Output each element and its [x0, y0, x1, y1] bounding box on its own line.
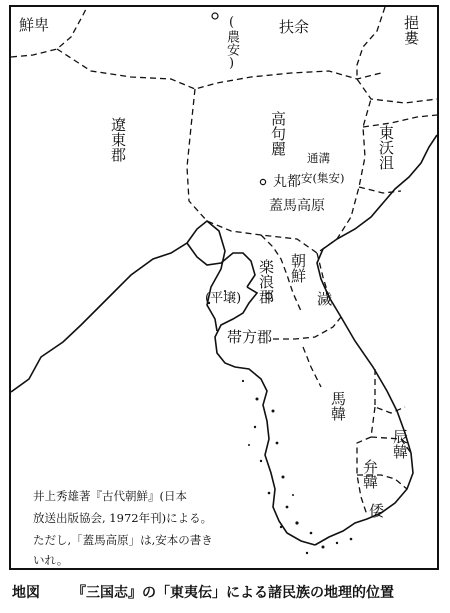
region-liaodong: 遼東郡 — [109, 117, 127, 162]
region-yilou: 挹婁 — [402, 15, 420, 45]
coastline-liaodong — [187, 243, 255, 287]
region-daifang: 帯方郡 — [227, 328, 273, 346]
region-nongan: (農安) — [224, 15, 239, 71]
region-ye: 濊 — [317, 290, 333, 308]
caption-label: 地図 — [12, 585, 40, 601]
region-xianbei: 鮮卑 — [19, 16, 50, 34]
wandu-marker — [260, 179, 265, 184]
region-pyongyang: (平壌) — [205, 291, 242, 306]
wandu-label: 丸都 — [273, 174, 301, 190]
map-caption — [12, 582, 442, 604]
region-chaoxian: 朝鮮 — [289, 253, 307, 283]
region-goguryeo: 高句麗 — [269, 111, 287, 156]
region-lelang: 楽浪郡 — [257, 259, 275, 304]
source-note-line-3: ただし,「蓋馬高原」は,安本の書き — [33, 533, 213, 547]
source-note-line-2: 放送出版協会, 1972年刊)による。 — [33, 511, 213, 525]
region-bianhan: 弁韓 — [361, 459, 379, 489]
anshi-label: 安(集安) — [301, 171, 345, 185]
region-fuyu: 扶余 — [279, 18, 310, 36]
region-wa: 倭 — [369, 502, 385, 520]
source-note-line-1: 井上秀雄著『古代朝鮮』(日本 — [33, 489, 187, 503]
source-note-line-4: いれ。 — [33, 553, 69, 567]
coastline-korea-west — [215, 287, 315, 545]
region-east-okjeo: 東沃沮 — [377, 125, 395, 170]
caption-title: 『三国志』の「東夷伝」による諸民族の地理的位置 — [72, 585, 394, 601]
region-chenhan: 辰韓 — [391, 429, 409, 459]
wandu-annotation: 通溝 — [307, 151, 330, 165]
region-mahan: 馬韓 — [329, 391, 347, 421]
gaima-plateau-label: 蓋馬高原 — [269, 198, 325, 214]
coastline-china — [11, 221, 225, 392]
map-frame — [9, 5, 439, 570]
nongan-marker — [212, 13, 218, 19]
